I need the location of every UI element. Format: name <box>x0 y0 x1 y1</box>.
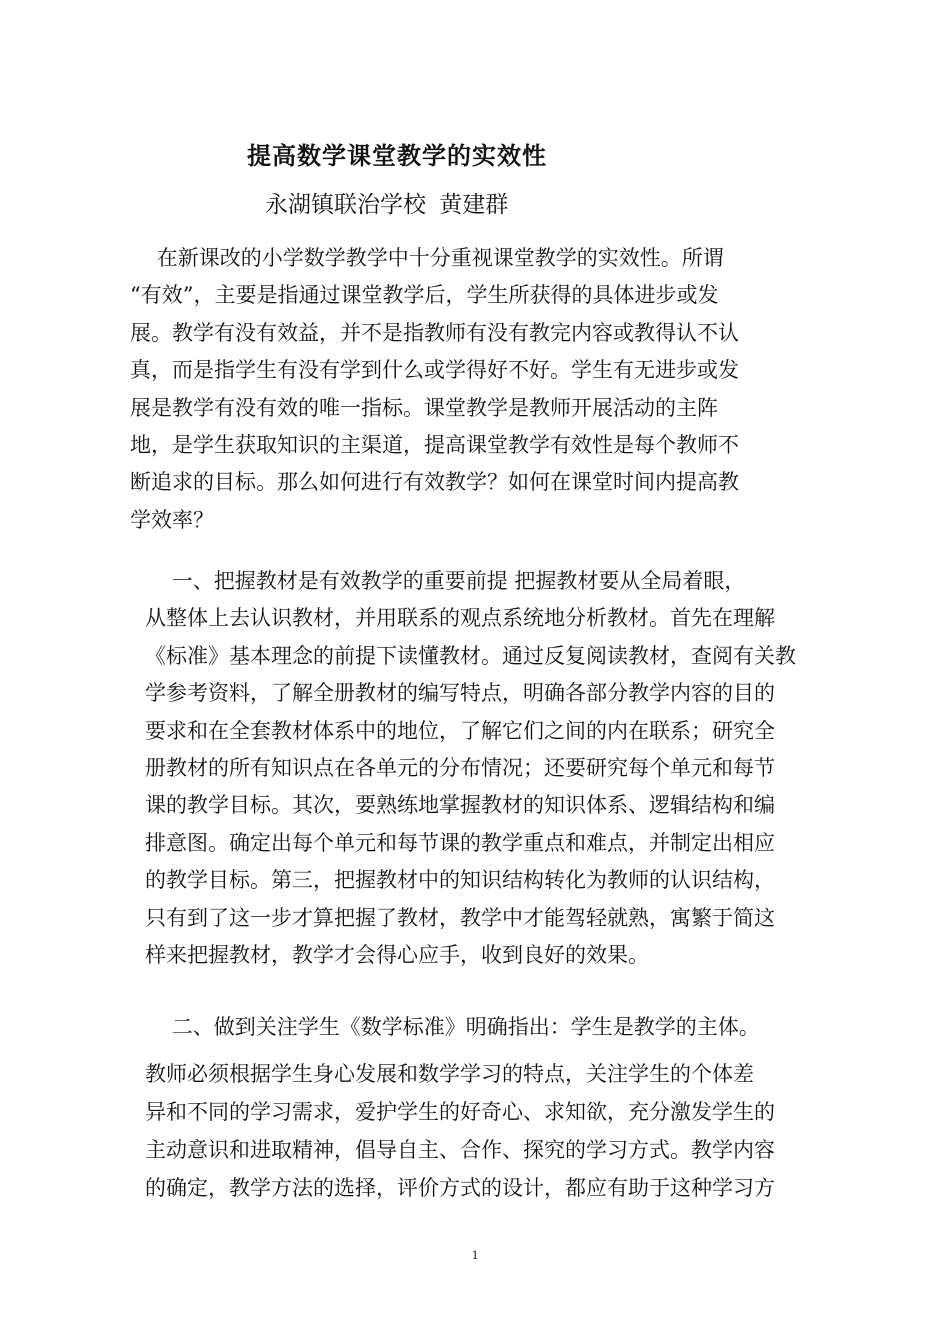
text-line: 课的教学目标。其次，要熟练地掌握教材的知识体系、逻辑结构和编 <box>145 793 775 818</box>
text-line: 真，而是指学生有没有学到什么或学得好不好。学生有无进步或发 <box>130 358 739 383</box>
section-one-paragraph <box>145 563 796 974</box>
intro-paragraph <box>130 240 739 539</box>
text-line: 展是教学有没有效的唯一指标。课堂教学是教师开展活动的主阵 <box>130 395 718 420</box>
text-line: 要求和在全套教材体系中的地位，了解它们之间的内在联系；研究全 <box>145 718 775 743</box>
text-line: 地，是学生获取知识的主渠道，提高课堂教学有效性是每个教师不 <box>130 432 739 457</box>
document-author: 永湖镇联治学校 黄建群 <box>265 192 509 218</box>
text-line: 样来把握教材，教学才会得心应手，收到良好的效果。 <box>145 942 649 967</box>
text-line: 的教学目标。第三，把握教材中的知识结构转化为教师的认识结构， <box>145 868 775 893</box>
text-line: 一、把握教材是有效教学的重要前提 把握教材要从全局着眼， <box>145 569 746 593</box>
text-line: 在新课改的小学数学教学中十分重视课堂教学的实效性。所谓 <box>130 246 724 270</box>
text-line: 主动意识和进取精神，倡导自主、合作、探究的学习方式。教学内容 <box>145 1138 775 1162</box>
text-line: 学效率？ <box>130 507 214 532</box>
text-line: 学参考资料，了解全册教材的编写特点，明确各部分教学内容的目的 <box>145 681 775 706</box>
text-line: “有效”，主要是指通过课堂教学后，学生所获得的具体进步或发 <box>130 283 719 308</box>
section-two-heading: 二、做到关注学生《数学标准》明确指出：学生是教学的主体。 <box>145 1015 760 1039</box>
text-line: 异和不同的学习需求，爱护学生的好奇心、求知欲，充分激发学生的 <box>145 1100 775 1124</box>
text-line: 断追求的目标。那么如何进行有效教学？如何在课堂时间内提高教 <box>130 470 739 495</box>
text-line: 册教材的所有知识点在各单元的分布情况；还要研究每个单元和每节 <box>145 755 775 780</box>
text-line: 《标准》基本理念的前提下读懂教材。通过反复阅读教材，查阅有关教 <box>145 643 796 668</box>
section-two-paragraph <box>145 1007 775 1207</box>
text-line: 教师必须根据学生身心发展和数学学习的特点，关注学生的个体差 <box>145 1062 754 1086</box>
text-line: 只有到了这一步才算把握了教材，教学中才能驾轻就熟，寓繁于简这 <box>145 905 775 930</box>
text-line: 从整体上去认识教材，并用联系的观点系统地分析教材。首先在理解 <box>145 606 775 631</box>
text-line: 展。教学有没有效益，并不是指教师有没有教完内容或教得认不认 <box>130 320 739 345</box>
text-line: 的确定，教学方法的选择，评价方式的设计，都应有助于这种学习方 <box>145 1176 775 1200</box>
document-title: 提高数学课堂教学的实效性 <box>247 141 547 170</box>
page-number: 1 <box>471 1247 479 1262</box>
text-line: 排意图。确定出每个单元和每节课的教学重点和难点，并制定出相应 <box>145 830 775 855</box>
